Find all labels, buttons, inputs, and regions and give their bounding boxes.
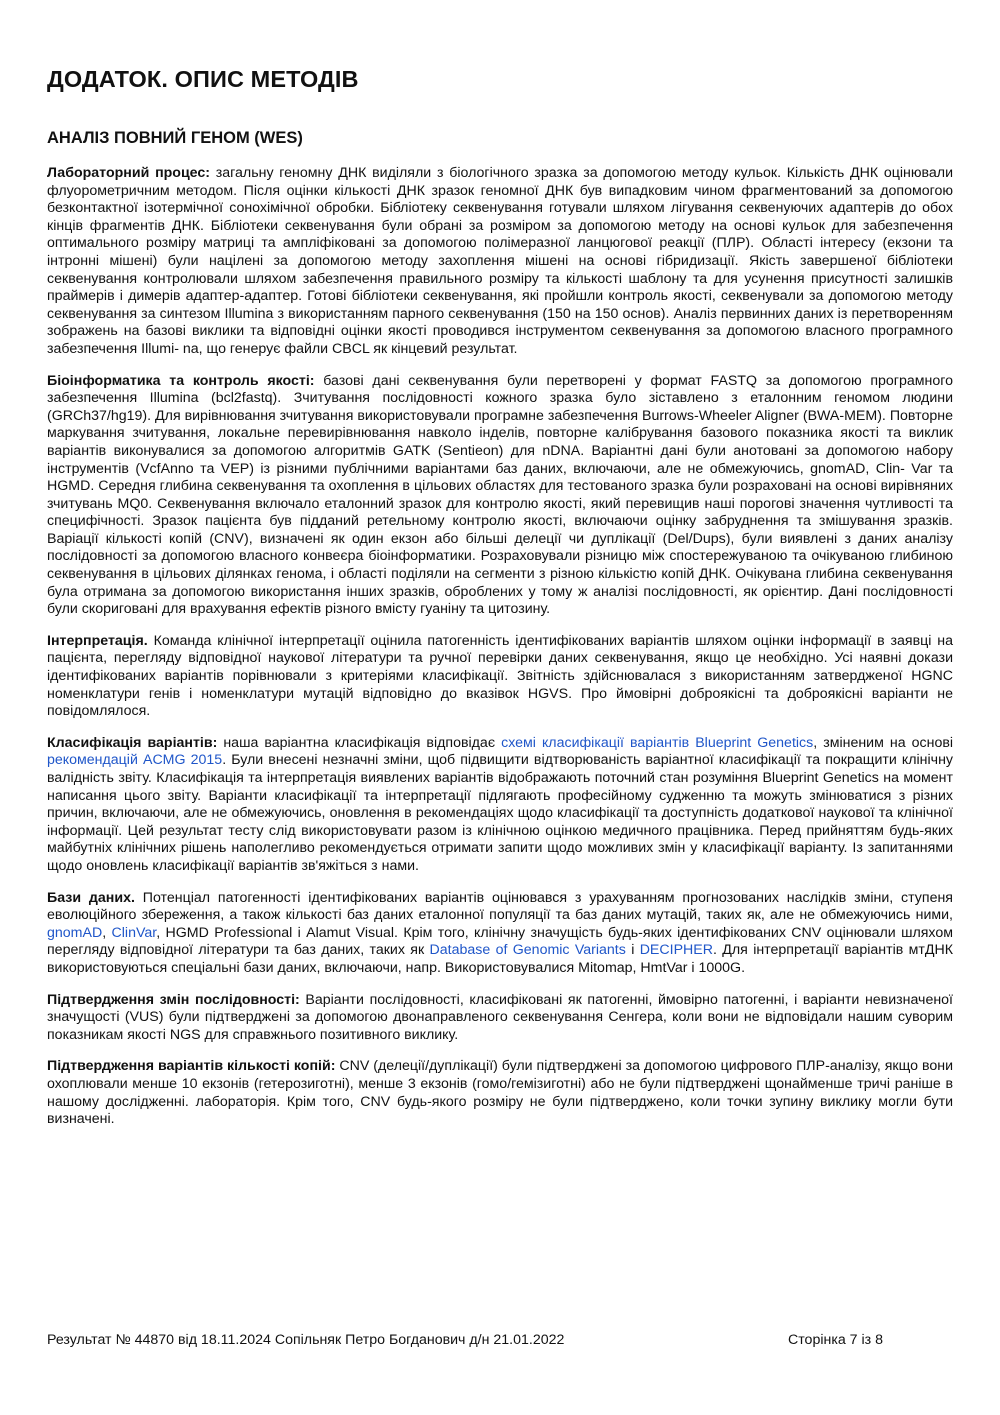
sequence-confirmation-text: Варіанти послідовності, класифіковані як патогенні, ймовірно патогенні, і варіанти невизначеної значущості (VUS) були підтверджені за допомогою двонаправленого секвенування Сенгера, коли вони не відповідали нашим суворим показникам якості NGS для справжнього позитивного виклику. (47, 991, 953, 1043)
footer-page-number: Сторінка 7 із 8 (787, 1332, 883, 1348)
bioinformatics-heading: Біоінформатика та контроль якості: (47, 372, 315, 389)
lab-process-text: загальну геномну ДНК виділяли з біологічного зразка за допомогою методу кульок. Кількість ДНК оцінювали флуорометричним методом. Після оцінки кількості ДНК зразок геномної ДНК був випадковим чином фрагментований за допомогою безконтактної ізотермічної сонохімічної обробки. Бібліотеку секвенування готували шляхом лігування секвенуючих адаптерів до обох кінців фрагментів ДНК. Бібліотеки секвенування були обрані за розміром за допомогою методу на основі кульок для забезпечення оптимального розміру матриці та ампліфіковані за допомогою полімеразної ланцюгової реакції (ПЛР). Області інтересу (екзони та інтронні мішені) були націлені за допомогою методу захоплення мішені на основі гібридизації. Якість завершеної бібліотеки секвенування контролювали шляхом забезпечення правильного розміру та кількості шаблону та для усунення присутності залишків праймерів і димерів адаптер-адаптер. Готові бібліотеки секвенування, які пройшли контроль якості, секвенували за допомогою методу секвенування за синтезом Illumina з використанням парного секвенування (150 на 150 основ). Аналіз первинних даних із перетворенням зображень на базові виклики та відповідні оцінки якості проводився інструментом секвенування за допомогою власного програмного забезпечення Illumi- na, що генерує файли CBCL як кінцевий результат. (47, 165, 953, 357)
gnomad-link[interactable]: gnomAD (47, 924, 103, 941)
classification-paragraph (47, 735, 953, 876)
page-footer (47, 1331, 883, 1349)
classification-text-1: наша варіантна класифікація відповідає (217, 734, 502, 751)
databases-text-2: , (102, 924, 112, 941)
databases-heading: Бази даних. (47, 889, 135, 906)
cnv-confirmation-heading: Підтвердження варіантів кількості копій: (47, 1058, 336, 1075)
databases-text-1: Потенціал патогенності ідентифікованих варіантів оцінювався з урахуванням прогнозованих наслідків зміни, ступеня еволюційного збереження, а також кількості баз даних еталонної популяції та баз даних мутацій, таких як, але не обмежуючись ними, (47, 889, 953, 924)
databases-text-3: , HGMD Professional і Alamut Visual. Крім того, клінічну значущість будь-яких ідентифікованих CNV оцінювали шляхом перегляду відповідної літератури та баз даних, таких як (47, 924, 953, 959)
classification-text-2: , зміненим на основі (813, 734, 954, 751)
acmg-2015-link[interactable]: рекомендацій ACMG 2015 (47, 752, 223, 769)
document-page (47, 64, 953, 1143)
classification-text-3: . Були внесені незначні зміни, щоб підвищити відтворюваність варіантної класифікації та покращити клінічну валідність звіту. Класифікація та інтерпретація виявлених варіантів відображають поточний стан розуміння Blueprint Genetics на момент написання цього звіту. Варіанти класифікації та інтерпретації підлягають професійному судженню та можуть змінюватися з різних причин, включаючи, але не обмежуючись, оновлення в рекомендаціях щодо класифікації та доступність додаткової наукової та клінічної інформації. Цей результат тесту слід використовувати разом із клінічною оцінкою медичного працівника. Перед прийняттям будь-яких майбутніх клінічних рішень наполегливо рекомендується отримати запити щодо можливих змін у класифікації варіанту. Із запитаннями щодо оновлень класифікації варіантів зв'яжіться з нами. (47, 752, 953, 874)
clinvar-link[interactable]: ClinVar (111, 924, 157, 941)
sequence-confirmation-heading: Підтвердження змін послідовності: (47, 991, 300, 1008)
page-title: ДОДАТОК. ОПИС МЕТОДІВ (47, 66, 359, 92)
section-title: АНАЛІЗ ПОВНИЙ ГЕНОМ (WES) (47, 129, 303, 147)
databases-text-4: і (625, 942, 640, 959)
bioinformatics-text: базові дані секвенування були перетворені у формат FASTQ за допомогою програмного забезпечення Illumina (bcl2fastq). Зчитування послідовності кожного зразка було зіставлено з еталонним геномом людини (GRCh37/hg19). Для вирівнювання зчитування використовували програмне забезпечення Burrows-Wheeler Aligner (BWA-MEM). Повторне маркування зчитування, локальне перевирівнювання навколо інделів, повторне калібрування базового показника якості та виклик варіантів виконувалися за допомогою алгоритмів GATK (Sentieon) для nDNA. Варіантні дані були анотовані за допомогою набору інструментів (VcfAnno та VEP) із різними публічними варіантами баз даних, включаючи, але не обмежуючись, gnomAD, Clin- Var та HGMD. Середня глибина секвенування та охоплення в цільових областях для тестованого зразка були розраховані на основі вирівняних зчитувань MQ0. Секвенування включало еталонний зразок для контролю якості, який перевищив наші порогові значення чутливості та специфічності. Зразок пацієнта був підданий ретельному контролю якості, включаючи оцінку забруднення та змішування зразків. Варіації кількості копій (CNV), визначені як один екзон або більші делеції чи дуплікації (Del/Dups), були виявлені з даних аналізу послідовності за допомогою власного конвеєра біоінформатики. Розраховували різницю між спостережуваною та очікуваною глибиною секвенування в цільових ділянках генома, і області поділяли на сегменти з різною кількістю копій ДНК. Очікувана глибина секвенування була отримана за допомогою використання інших зразків, оброблених у тому ж аналізі послідовності, як орієнтир. Дані послідовності були скориговані для врахування ефектів різного вмісту гуаніну та цитозину. (47, 372, 953, 618)
bioinformatics-paragraph (47, 373, 953, 619)
dgv-link[interactable]: Database of Genomic Variants (429, 942, 626, 959)
sequence-confirmation-paragraph (47, 992, 953, 1045)
lab-process-heading: Лабораторний процес: (47, 165, 211, 181)
databases-text-5: . Для інтерпретації варіантів мтДНК використовуються спеціальні бази даних, включаючи, напр. Використовувалися Mitomap, HmtVar і 1000G. (47, 942, 954, 976)
lab-process-paragraph (47, 165, 953, 359)
footer-result-info: Результат № 44870 від 18.11.2024 Сопільняк Петро Богданович д/н 21.01.2022 (47, 1332, 565, 1348)
cnv-confirmation-text: CNV (делеції/дуплікації) були підтверджені за допомогою цифрового ПЛР-аналізу, якщо вони охоплювали менше 10 екзонів (гетерозиготні), менше 3 екзонів (гомо/гемізиготні) або не були підтверджені щонайменше тричі раніше в нашому дослідженні. лабораторія. Крім того, CNV будь-якого розміру не були підтверджено, коли точки зупину виклику могли бути визначені. (47, 1058, 954, 1128)
interpretation-text: Команда клінічної інтерпретації оцінила патогенність ідентифікованих варіантів шляхом оцінки інформації в заявці на пацієнта, перегляду відповідної наукової літератури та ручної перевірки даних секвенування, якщо це необхідно. Усі наявні докази ідентифікованих варіантів порівнювали з критеріями класифікації. Звітність здійснювалася з використанням затвердженої HGNC номенклатури генів і номенклатури мутацій відповідно до вказівок HGVS. Про ймовірні доброякісні та доброякісні варіанти не повідомлялося. (47, 632, 953, 720)
interpretation-heading: Інтерпретація. (47, 632, 148, 649)
cnv-confirmation-paragraph (47, 1058, 953, 1128)
databases-paragraph (47, 890, 953, 978)
decipher-link[interactable]: DECIPHER (639, 942, 714, 959)
classification-heading: Класифікація варіантів: (47, 734, 218, 751)
interpretation-paragraph (47, 633, 953, 721)
blueprint-scheme-link[interactable]: схемі класифікації варіантів Blueprint Genetics (501, 734, 814, 751)
